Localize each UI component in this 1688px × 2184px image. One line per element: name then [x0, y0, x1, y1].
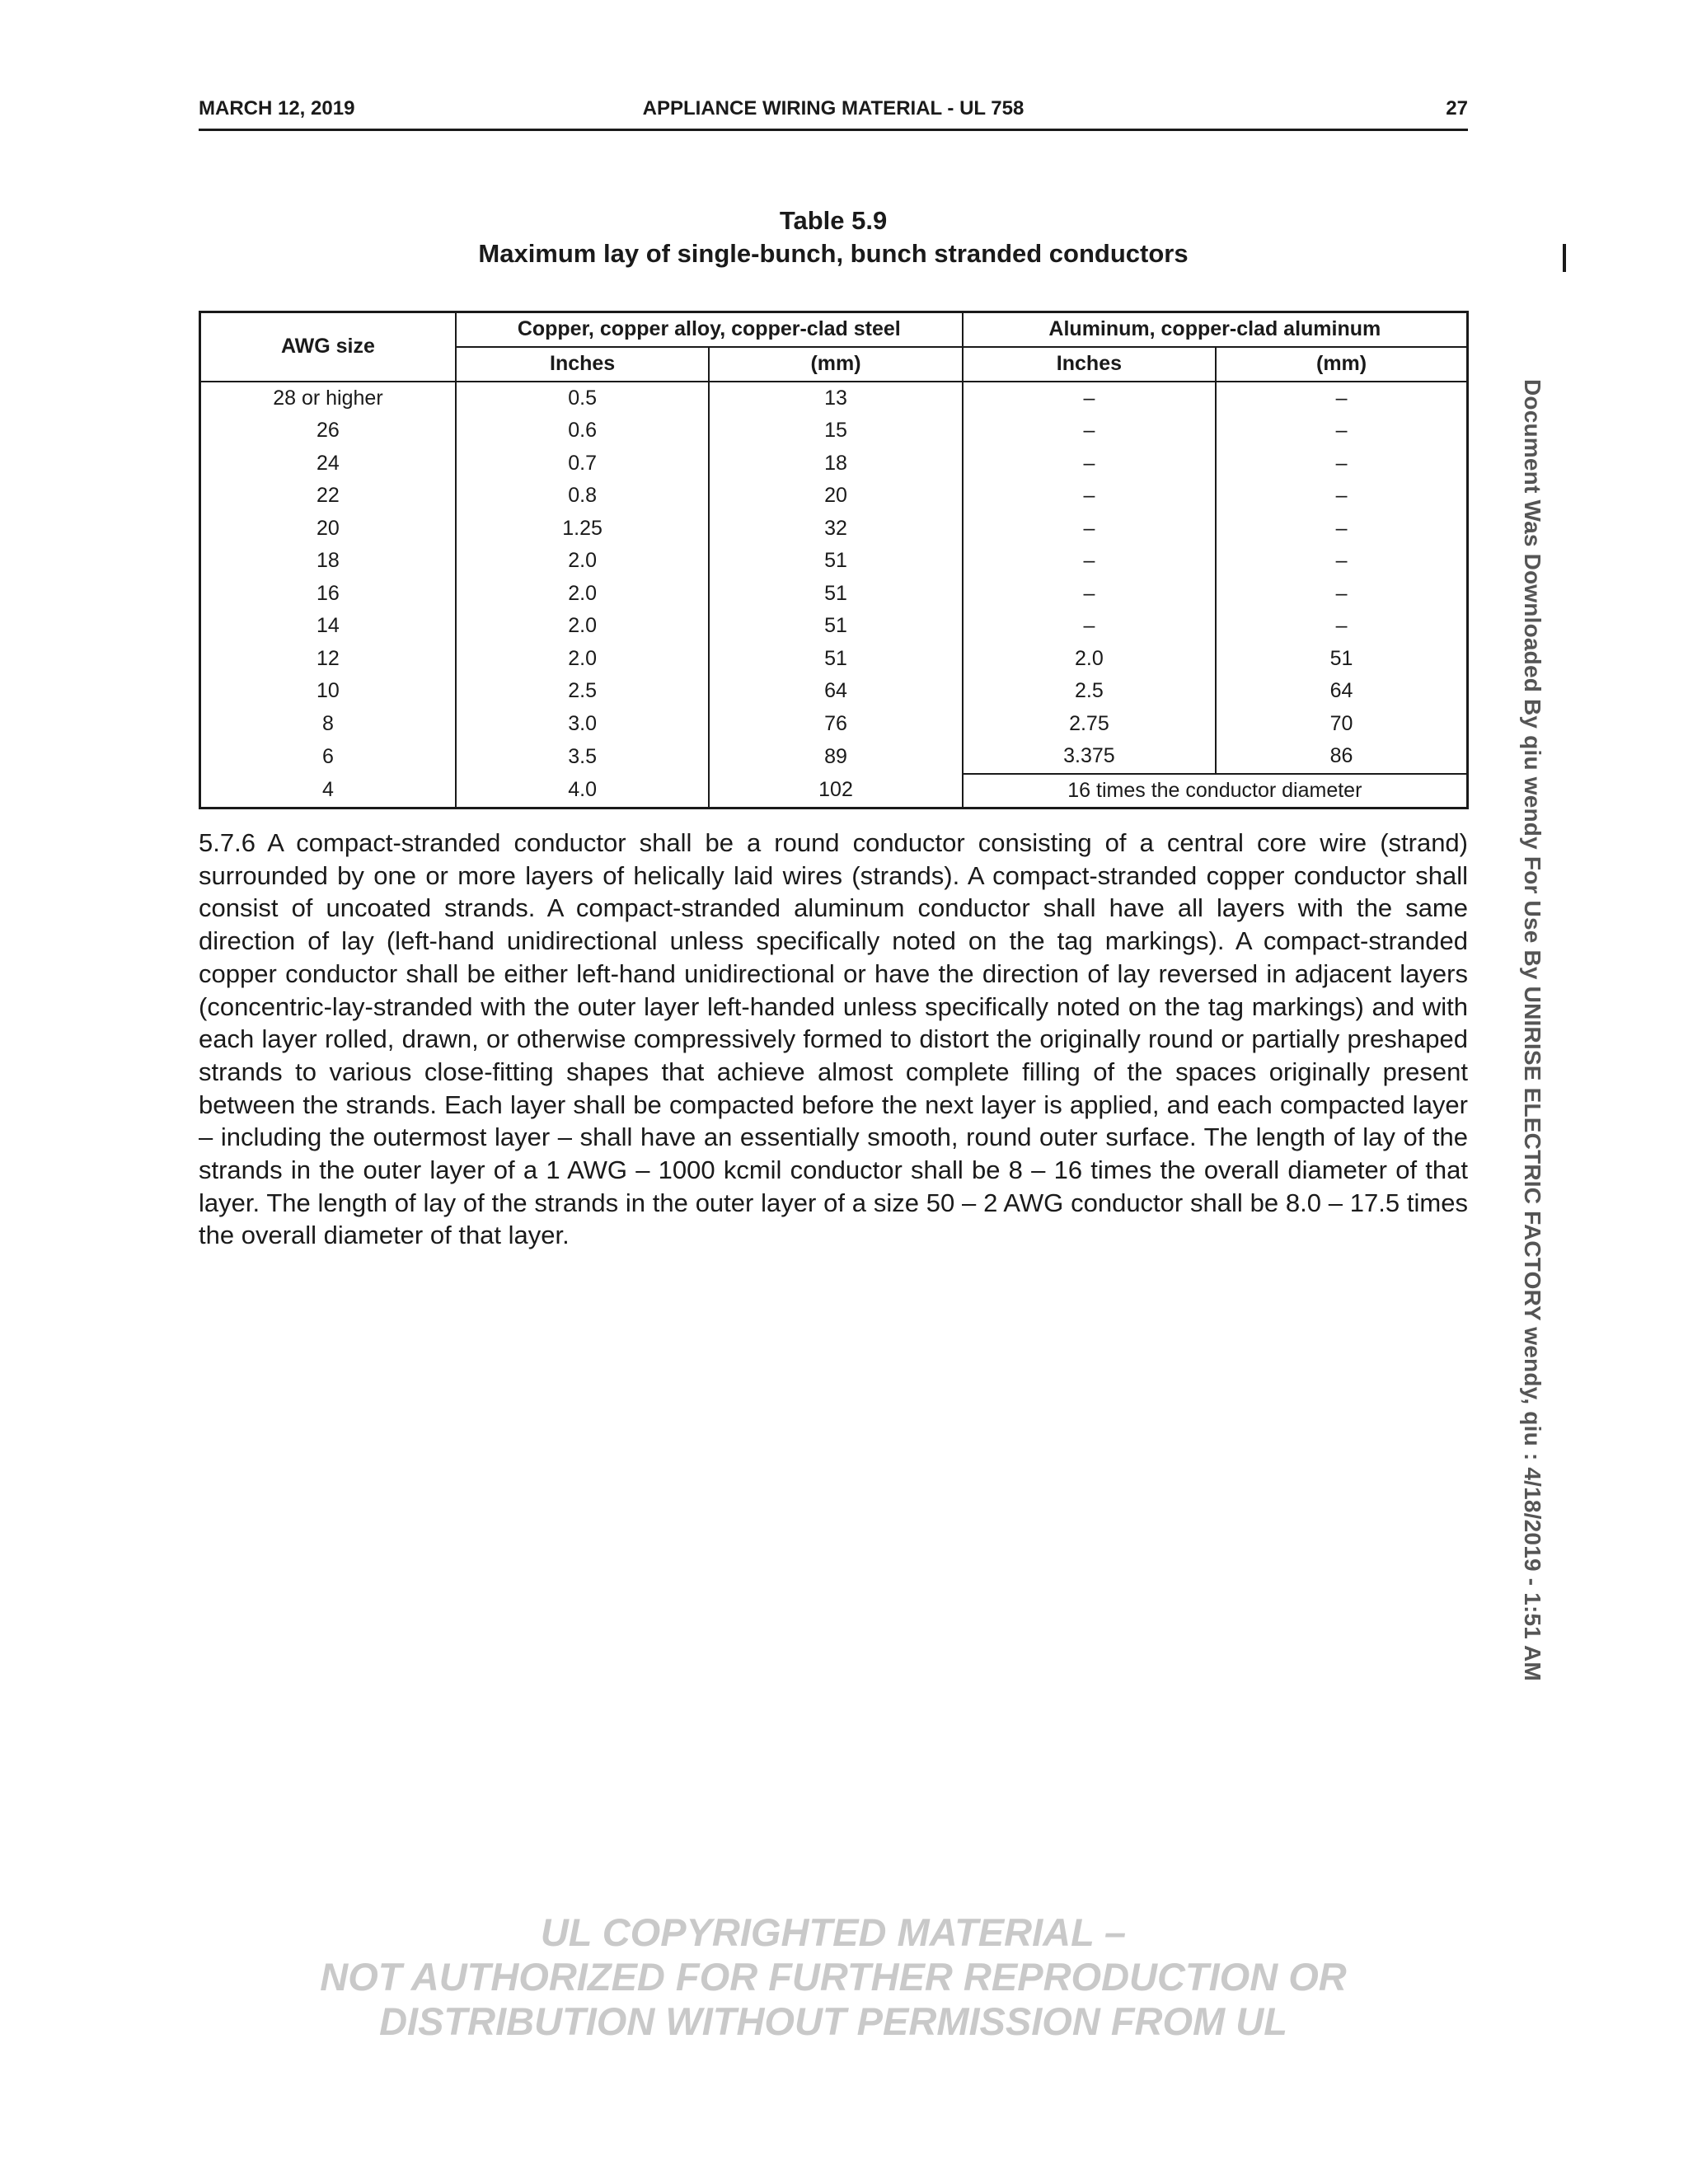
download-watermark: Document Was Downloaded By qiu wendy For Use By UNIRISE ELECTRIC FACTORY wendy, qiu : 4/18/2019 - 1:51 AM [1520, 379, 1545, 1681]
cell-awg: 24 [316, 451, 340, 475]
cell-copper-mm: 32 [709, 513, 962, 546]
copyright-line: NOT AUTHORIZED FOR FURTHER REPRODUCTION OR [320, 1955, 1347, 1999]
column-header-awg: AWG size [200, 312, 456, 382]
column-header-copper: Copper, copper alloy, copper-clad steel [456, 312, 963, 348]
table-row [200, 382, 1468, 415]
table-row [200, 643, 1468, 676]
table-row [200, 610, 1468, 643]
cell-copper-inches: 0.7 [456, 448, 709, 480]
cell-copper-inches: 2.5 [456, 675, 709, 708]
cell-awg: 18 [316, 549, 340, 572]
cell-aluminum-inches: 2.75 [963, 708, 1216, 741]
cell-copper-inches: 1.25 [456, 513, 709, 546]
cell-aluminum-inches: – [963, 610, 1216, 643]
cell-aluminum-inches: 2.5 [963, 675, 1216, 708]
cell-aluminum-mm: – [1216, 415, 1467, 448]
table-row [200, 708, 1468, 741]
cell-copper-mm: 76 [709, 708, 962, 741]
table-row [200, 415, 1468, 448]
cell-aluminum-mm: – [1216, 545, 1467, 578]
cell-copper-inches: 2.0 [456, 643, 709, 676]
table-header-row [200, 312, 1468, 348]
cell-awg: 20 [316, 516, 340, 540]
cell-copper-inches: 4.0 [456, 774, 709, 808]
cell-copper-inches: 3.0 [456, 708, 709, 741]
cell-aluminum-mm: 70 [1216, 708, 1467, 741]
cell-copper-mm: 18 [709, 448, 962, 480]
cell-aluminum-mm: – [1216, 382, 1467, 415]
cell-copper-inches: 2.0 [456, 545, 709, 578]
column-header-aluminum: Aluminum, copper-clad aluminum [963, 312, 1468, 348]
cell-awg: 14 [316, 614, 340, 637]
copyright-line: DISTRIBUTION WITHOUT PERMISSION FROM UL [379, 1999, 1287, 2043]
cell-awg: 4 [321, 778, 334, 801]
cell-copper-mm: 89 [709, 740, 962, 774]
subheader-copper-inches: Inches [456, 347, 709, 382]
table-row [200, 513, 1468, 546]
cell-copper-mm: 15 [709, 415, 962, 448]
header-date: MARCH 12, 2019 [199, 97, 355, 120]
cell-copper-inches: 0.5 [456, 382, 709, 415]
cell-aluminum-mm: 51 [1216, 643, 1467, 676]
section-5-7-6-paragraph: 5.7.6 A compact-stranded conductor shall be a round conductor consisting of a central core wire (strand) surrounded by one or more layers of helically laid wires (strands). A compact-stranded copper conductor shall consist of uncoated strands. A compact-stranded aluminum conductor shall have all layers with the same direction of lay (left-hand unidirectional unless specifically noted on the tag markings). A compact-stranded copper conductor shall be either left-hand unidirectional or have the direction of lay reversed in adjacent layers (concentric-lay-stranded with the outer layer left-handed unless specifically noted on the tag markings) and with each layer rolled, drawn, or otherwise compressively formed to distort the originally round or partially preshaped strands to various close-fitting shapes that achieve almost complete filling of the spaces originally present between the strands. Each layer shall be compacted before the next layer is applied, and each compacted layer – including the outermost layer – shall have an essentially smooth, round outer surface. The length of lay of the strands in the outer layer of a 1 AWG – 1000 kcmil conductor shall be 8 – 16 times the overall diameter of that layer. The length of lay of the strands in the outer layer of a size 50 – 2 AWG conductor shall be 8.0 – 17.5 times the overall diameter of that layer. [199, 828, 1468, 1250]
cell-aluminum-inches: – [963, 513, 1216, 546]
cell-copper-inches: 2.0 [456, 578, 709, 611]
cell-aluminum-mm: 64 [1216, 675, 1467, 708]
cell-copper-mm: 102 [709, 774, 962, 808]
copyright-line: UL COPYRIGHTED MATERIAL – [540, 1910, 1127, 1954]
cell-copper-mm: 51 [709, 578, 962, 611]
cell-aluminum-inches: – [963, 382, 1216, 415]
cell-copper-inches: 0.8 [456, 480, 709, 513]
cell-awg: 12 [316, 646, 340, 670]
table-row [200, 675, 1468, 708]
cell-aluminum-note: 16 times the conductor diameter [963, 774, 1468, 808]
table-row [200, 448, 1468, 480]
cell-aluminum-inches: – [963, 480, 1216, 513]
cell-copper-mm: 13 [709, 382, 962, 415]
cell-aluminum-mm: – [1216, 480, 1467, 513]
cell-awg: 26 [316, 419, 340, 442]
cell-copper-mm: 64 [709, 675, 962, 708]
cell-awg: 16 [316, 581, 340, 605]
cell-copper-inches: 2.0 [456, 610, 709, 643]
cell-copper-mm: 20 [709, 480, 962, 513]
page-header [199, 92, 1468, 131]
header-title: APPLIANCE WIRING MATERIAL - UL 758 [642, 97, 1025, 120]
subheader-aluminum-inches: Inches [963, 347, 1216, 382]
table-row [200, 774, 1468, 808]
table-body [200, 382, 1468, 808]
cell-aluminum-mm: 86 [1216, 740, 1467, 774]
cell-copper-inches: 0.6 [456, 415, 709, 448]
cell-awg: 8 [321, 711, 334, 735]
cell-aluminum-mm: – [1216, 513, 1467, 546]
table-row [200, 578, 1468, 611]
cell-copper-mm: 51 [709, 610, 962, 643]
table-row [200, 740, 1468, 774]
cell-copper-mm: 51 [709, 545, 962, 578]
revision-change-bar [1563, 244, 1566, 272]
cell-aluminum-mm: – [1216, 448, 1467, 480]
cell-awg: 6 [321, 744, 334, 768]
cell-aluminum-inches: 2.0 [963, 643, 1216, 676]
cell-aluminum-inches: – [963, 415, 1216, 448]
subheader-aluminum-mm: (mm) [1216, 347, 1467, 382]
cell-aluminum-inches: 3.375 [963, 740, 1216, 774]
cell-copper-inches: 3.5 [456, 740, 709, 774]
cell-aluminum-inches: – [963, 448, 1216, 480]
cell-copper-mm: 51 [709, 643, 962, 676]
page-number: 27 [1446, 97, 1468, 120]
cell-awg: 10 [316, 679, 340, 702]
cell-aluminum-inches: – [963, 545, 1216, 578]
lay-table [199, 311, 1469, 809]
cell-aluminum-inches: – [963, 578, 1216, 611]
cell-aluminum-mm: – [1216, 610, 1467, 643]
table-caption: Maximum lay of single-bunch, bunch stranded conductors [478, 239, 1189, 268]
cell-aluminum-mm: – [1216, 578, 1467, 611]
copyright-watermark [199, 1910, 1468, 2044]
cell-awg: 28 or higher [273, 386, 383, 410]
subheader-copper-mm: (mm) [709, 347, 962, 382]
table-row [200, 480, 1468, 513]
table-row [200, 545, 1468, 578]
table-number: Table 5.9 [779, 206, 888, 235]
cell-awg: 22 [316, 484, 340, 507]
